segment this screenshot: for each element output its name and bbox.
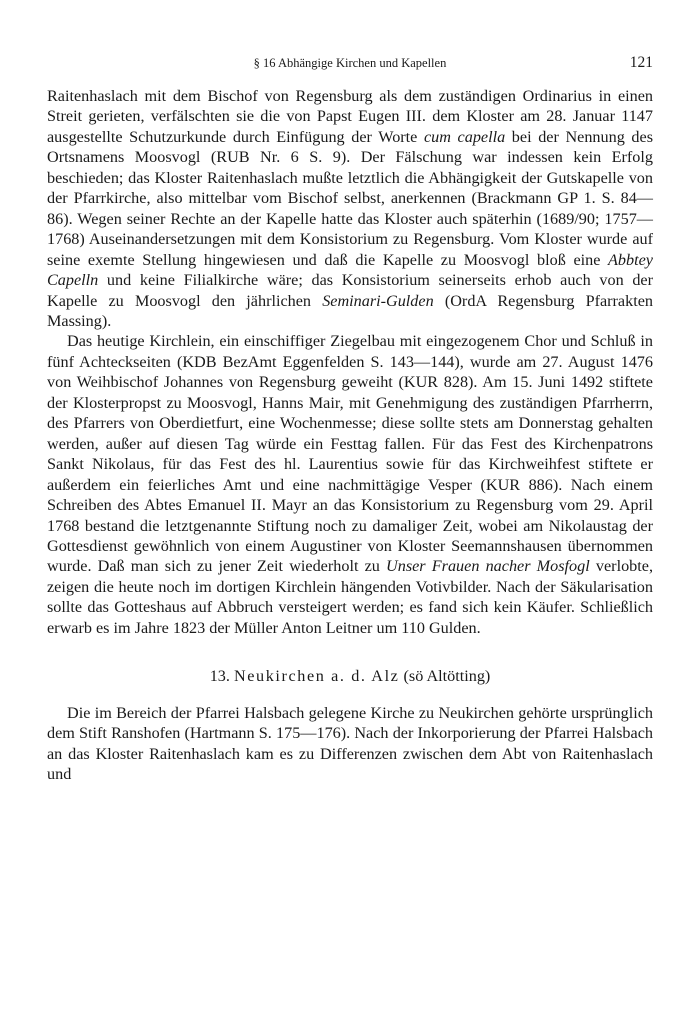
text-run: verlobte, zeigen die heute noch im dortigen Kirchlein hängenden Votivbilder. Nach der Säkularisation sollte das Gotteshaus auf Abbruch versteigert werden; es fand sich kein Käufer. Schließlich erwarb es im Jahre 1823 der Müller Anton Leitner um 110 Gulden. bbox=[47, 557, 653, 637]
italic-text: Unser Frauen nacher Mosfogl bbox=[386, 557, 590, 576]
section-title: § 16 Abhängige Kirchen und Kapellen bbox=[253, 56, 447, 70]
text-run: Raitenhaslach mit dem Bischof von Regensburg als dem zuständigen Ordinarius in einen Streit gerieten, verfälschten sie die von Papst Eugen III. dem Kloster am 28. Januar 1147 ausgestellte Schutzurkunde durch Einfügung der Worte bbox=[47, 87, 653, 146]
italic-text: Abbtey Capelln bbox=[47, 250, 653, 290]
text-run: Das heutige Kirchlein, ein einschiffiger Ziegelbau mit eingezogenem Chor und Schluß in fünf Achteckseiten (KDB BezAmt Eggenfelden S. 143—144), wurde am 27. August 1476 von Weihbischof Johannes von Regensburg geweiht (KUR 828). Am 15. Juni 1492 stiftete der Klosterpropst zu Moosvogl, Hanns Mair, mit Genehmigung des zuständigen Pfarrherrn, des Pfarrers von Oberdietfurt, eine Wochenmesse; diese sollte stets am Donnerstag gehalten werden, außer auf diesen Tag würde ein Festtag fallen. Für das Fest des Kirchenpatrons Sankt Nikolaus, für das Fest des hl. Laurentius sowie für das Kirchweihfest stiftete er außerdem ein feierliches Amt und eine nachmittägige Vesper (KUR 886). Nach einem Schreiben des Abtes Emanuel II. Mayr an das Konsistorium zu Regensburg vom 29. April 1768 bestand die letztgenannte Stiftung noch zu damaliger Zeit, wobei am Nikolaustag der Gottesdienst gewöhnlich von einem Augustiner von Kloster Seemannshausen übernommen wurde. Daß man sich zu jener Zeit wiederholt zu bbox=[47, 332, 653, 576]
heading-number: 13. bbox=[209, 667, 230, 686]
body-text bbox=[47, 86, 653, 785]
heading-suffix: (sö Altötting) bbox=[403, 667, 491, 686]
text-run: und keine Filialkirche wäre; das Konsistorium seinerseits erhob auch von der Kapelle zu Moosvogl den jährlichen bbox=[47, 271, 653, 310]
text-run: bei der Nennung des Ortsnamens Moosvogl (RUB Nr. 6 S. 9). Der Fälschung war indessen kein Erfolg beschieden; das Kloster Raitenhaslach mußte letztlich die Abhängigkeit der Gutskapelle von der Pfarrkirche, also mittelbar vom Bischof selbst, anerkennen (Brackmann GP 1. S. 84—86). Wegen seiner Rechte an der Kapelle hatte das Kloster auch späterhin (1689/90; 1757—1768) Auseinandersetzungen mit dem Konsistorium zu Regensburg. Vom Kloster wurde auf seine exemte Stellung hingewiesen und daß die Kapelle zu Moosvogl bloß eine bbox=[47, 127, 653, 269]
paragraph bbox=[47, 703, 653, 785]
page-number: 121 bbox=[629, 54, 653, 71]
paragraph bbox=[47, 86, 653, 331]
running-head bbox=[47, 54, 653, 74]
text-run: (OrdA Regensburg Pfarrakten Massing). bbox=[47, 291, 653, 330]
paragraph bbox=[47, 331, 653, 638]
section-heading bbox=[47, 666, 653, 686]
text-run: Die im Bereich der Pfarrei Halsbach gelegene Kirche zu Neukirchen gehörte ursprünglich dem Stift Ranshofen (Hartmann S. 175—176). Nach der Inkorporierung der Pfarrei Halsbach an das Kloster Raitenhaslach kam es zu Differenzen zwischen dem Abt von Raitenhaslach und bbox=[47, 703, 653, 784]
heading-place: Neukirchen a. d. Alz bbox=[233, 667, 400, 686]
italic-text: cum capella bbox=[423, 127, 506, 146]
italic-text: Seminari-Gulden bbox=[322, 291, 434, 310]
